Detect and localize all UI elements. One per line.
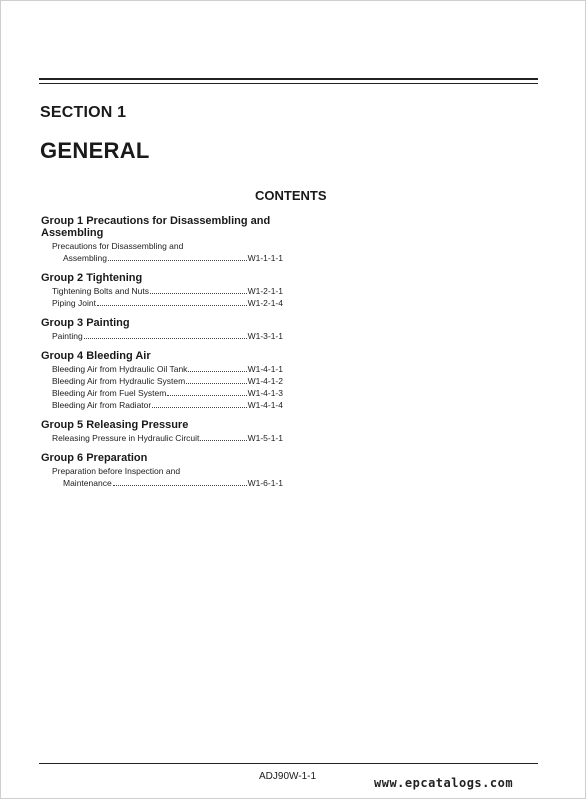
toc-entry-page: W1-4-1-2 <box>247 376 283 386</box>
toc-group-4 <box>41 350 283 411</box>
dot-leader <box>167 395 246 396</box>
toc-group-2 <box>41 272 283 309</box>
toc-entry[interactable] <box>41 399 283 411</box>
toc-entry-page: W1-4-1-3 <box>247 388 283 398</box>
dot-leader <box>186 383 246 384</box>
toc-entry-label-line: Precautions for Disassembling and <box>52 241 184 251</box>
toc-group-1 <box>41 215 283 264</box>
toc-entry-label: Bleeding Air from Fuel System <box>52 388 167 398</box>
dot-leader <box>150 293 247 294</box>
dot-leader <box>200 440 246 441</box>
toc-group-5 <box>41 419 283 444</box>
toc-entry[interactable] <box>41 477 283 489</box>
dot-leader <box>152 407 246 408</box>
toc-entry-label-line: Preparation before Inspection and <box>52 466 181 476</box>
toc-group-3 <box>41 317 283 342</box>
toc-entry-label: Bleeding Air from Radiator <box>52 400 152 410</box>
watermark-text: www.epcatalogs.com <box>374 776 514 790</box>
group-title: Group 5 Releasing Pressure <box>41 419 189 431</box>
toc-entry[interactable] <box>41 252 283 264</box>
group-title-line: Assembling <box>41 227 104 239</box>
table-of-contents <box>41 215 283 497</box>
toc-entry[interactable] <box>41 375 283 387</box>
group-title: Group 3 Painting <box>41 317 130 329</box>
toc-entry[interactable] <box>41 285 283 297</box>
toc-entry-page: W1-2-1-1 <box>247 286 283 296</box>
group-title: Group 4 Bleeding Air <box>41 350 151 362</box>
toc-entry-page: W1-2-1-4 <box>247 298 283 308</box>
toc-entry-page: W1-4-1-4 <box>247 400 283 410</box>
dot-leader <box>84 338 247 339</box>
toc-entry-label: Tightening Bolts and Nuts <box>52 286 150 296</box>
group-title-line: Group 1 Precautions for Disassembling and <box>41 215 271 227</box>
toc-entry[interactable] <box>41 297 283 309</box>
dot-leader <box>113 485 247 486</box>
dot-leader <box>188 371 246 372</box>
toc-entry-label: Assembling <box>63 253 107 263</box>
toc-entry-page: W1-4-1-1 <box>247 364 283 374</box>
toc-group-6 <box>41 452 283 489</box>
dot-leader <box>97 305 247 306</box>
bottom-rule <box>39 763 538 764</box>
toc-entry[interactable] <box>41 432 283 444</box>
toc-entry-label: Piping Joint <box>52 298 96 308</box>
chapter-title: GENERAL <box>40 138 150 163</box>
contents-heading: CONTENTS <box>255 188 327 203</box>
dot-leader <box>108 260 247 261</box>
group-title: Group 2 Tightening <box>41 272 143 284</box>
top-rule <box>39 78 538 84</box>
toc-entry-page: W1-5-1-1 <box>247 433 283 443</box>
footer-page-code: ADJ90W-1-1 <box>259 771 317 782</box>
group-title: Group 6 Preparation <box>41 452 148 464</box>
toc-entry-label: Maintenance <box>63 478 112 488</box>
toc-entry-label: Painting <box>52 331 83 341</box>
toc-entry-label: Bleeding Air from Hydraulic Oil Tank <box>52 364 188 374</box>
toc-entry-page: W1-3-1-1 <box>247 331 283 341</box>
group-title <box>41 215 283 239</box>
toc-entry[interactable] <box>41 330 283 342</box>
toc-entry-label: Releasing Pressure in Hydraulic Circuit <box>52 433 200 443</box>
toc-entry-label: Bleeding Air from Hydraulic System <box>52 376 186 386</box>
toc-entry-page: W1-6-1-1 <box>247 478 283 488</box>
toc-entry-page: W1-1-1-1 <box>247 253 283 263</box>
toc-entry[interactable] <box>41 363 283 375</box>
toc-entry[interactable] <box>41 387 283 399</box>
section-label: SECTION 1 <box>40 104 127 121</box>
